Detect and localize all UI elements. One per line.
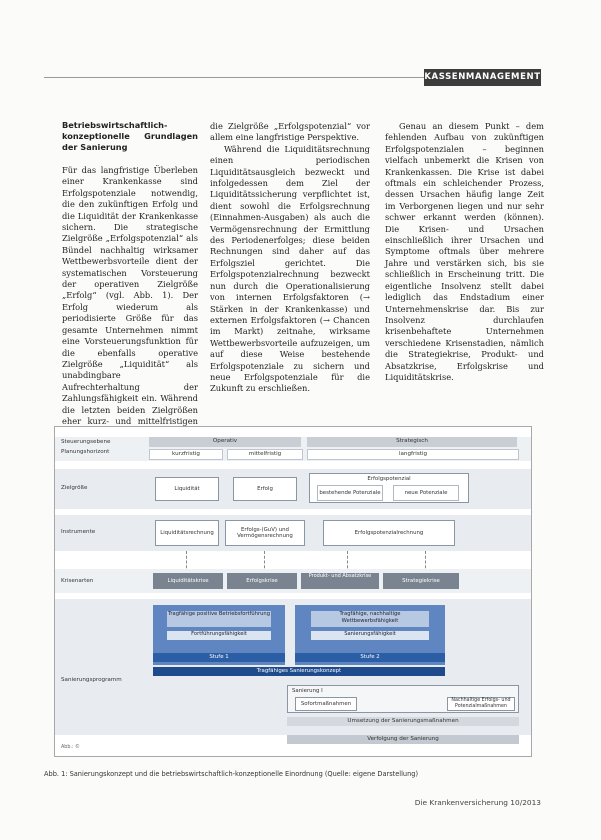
column-3 bbox=[385, 121, 544, 383]
ebene-operativ: Operativ bbox=[149, 437, 301, 447]
detail-nachhaltige-massnahmen: Nachhaltige Erfolgs- und Potenzialmaßnahmen bbox=[447, 697, 515, 711]
page-footer: Die Krankenversicherung 10/2013 bbox=[414, 798, 541, 807]
figure-source-mark: Abb.: © bbox=[61, 745, 80, 750]
horizont-mittel: mittelfristig bbox=[227, 449, 303, 460]
column-3-text: Genau an diesem Punkt – dem fehlenden Aufbau von zukünftigen Erfolgspotenzialen – beginnen vielfach unbemerkt die Krisen von Krankenkassen. Die Krise ist dabei oftmals ein schleichender Prozess, dessen Ursachen häufig lange Zeit im Verborgenen liegen und nur sehr schwer erkannt werden (können). Die Krisen- und Ursachen einschließlich ihrer Ursachen und Symptome oftmals über mehrere Jahre und verstärken sich, bis sie schließlich in Erscheinung tritt. Die eigentliche Insolvenz stellt dabei lediglich das Endstadium einer Unternehmenskrise dar. Bis zur Insolvenz durchlaufen krisenbehaftete Unternehmen verschiedene Krisenstadien, nämlich die Strategiekrise, Produkt- und Absatzkrise, Erfolgskrise und Liquiditätskrise. bbox=[385, 121, 544, 382]
label-zielgroesse: Zielgröße bbox=[61, 485, 88, 491]
column-2-text-a: die Zielgröße „Erfolgspotenzial“ vor allem eine langfristige Perspektive. bbox=[210, 121, 370, 143]
ebene-strategisch: Strategisch bbox=[307, 437, 517, 447]
horizont-kurz: kurzfristig bbox=[149, 449, 223, 460]
column-1-text: Für das langfristige Überleben einer Krankenkasse sind Erfolgspotenziale notwendig, die den zukünftigen Erfolg und die Liquidität der Krankenkasse sichern. Die strategische Zielgröße „Erfolgspotenzial“ als Bündel nachhaltig wirksamer Wettbewerbsvorteile dient der systematischen Vorsteuerung der operativen Zielgröße „Erfolg“ (vgl. Abb. 1). Der Erfolg wiederum als periodisierte Größe für das gesamte Unternehmen nimmt eine Vorsteuerungsfunktion für die ebenfalls operative Zielgröße „Liquidität“ als unabdingbare Aufrechterhaltung der Zahlungsfähigkeit ein. Während die letzten beiden Zielgrößen eher kurz- und mittelfristigen bbox=[62, 165, 198, 426]
instrument-erfolgsrechnung: Erfolgs-(GuV) und Vermögensrechnung bbox=[225, 520, 305, 546]
label-krisenarten: Krisenarten bbox=[61, 578, 94, 584]
horizont-lang: langfristig bbox=[307, 449, 519, 460]
column-2-text-b: Während die Liquiditätsrechnung einen periodischen Liquiditätsausgleich bezweckt und infolgedessen dem Ziel der Liquiditätssicherung verpflichtet ist, dient sowohl die Erfolgsrechnung (Einnahmen-Ausgaben) als auch die Vermögensrechnung der Ermittlung des Periodenerfolges; diese beiden Rechnungen sind daher auf das Erfolgsziel gerichtet. Die Erfolgspotenzialrechnung bezweckt nun durch die Operationalisierung von internen Erfolgsfaktoren (→ Stärken in der Krankenkasse) und externen Erfolgsfaktoren (→ Chancen im Markt) zeitnahe, wirksame Wettbewerbsvorteile aufzuzeigen, um auf diese Weise bestehende Erfolgspotenziale zu sichern und neue Erfolgspotenziale für die Zukunft zu erschließen. bbox=[210, 143, 370, 394]
sanierung-left-sub: Fortführungsfähigkeit bbox=[167, 631, 271, 640]
sanierung-right-sub: Sanierungsfähigkeit bbox=[311, 631, 429, 640]
krise-strategie: Strategiekrise bbox=[383, 573, 459, 589]
sanierung-detail: Sanierung I bbox=[287, 685, 519, 713]
ziel-neue-potenziale: neue Potenziale bbox=[393, 485, 459, 501]
krise-liquiditaet: Liquiditätskrise bbox=[153, 573, 223, 589]
page-header bbox=[0, 34, 601, 82]
stufe-1: Stufe 1 bbox=[153, 653, 285, 662]
sanierungskonzept-bar: Tragfähiges Sanierungskonzept bbox=[153, 667, 445, 676]
stufe-2: Stufe 2 bbox=[295, 653, 445, 662]
ziel-bestehende-potenziale: bestehende Potenziale bbox=[317, 485, 383, 501]
article-subheading: Betriebswirtschaftlich-konzeptionelle Grundlagen der Sanierung bbox=[62, 120, 198, 152]
label-sanierungsprogramm: Sanierungsprogramm bbox=[61, 677, 122, 683]
ziel-liquiditaet: Liquidität bbox=[155, 477, 219, 501]
label-planungshorizont: Planungshorizont bbox=[61, 449, 110, 455]
krise-erfolg: Erfolgskrise bbox=[227, 573, 297, 589]
label-steuerungsebene: Steuerungsebene bbox=[61, 439, 111, 445]
figure-caption: Abb. 1: Sanierungskonzept und die betriebswirtschaftlich-konzeptionelle Einordnung (Quelle: eigene Darstellung) bbox=[44, 770, 419, 778]
umsetzung-bar: Umsetzung der Sanierungsmaßnahmen bbox=[287, 717, 519, 726]
verfolgung-bar: Verfolgung der Sanierung bbox=[287, 735, 519, 744]
ziel-erfolgspotenzial: Erfolgspotenzial bbox=[309, 473, 469, 503]
column-2 bbox=[210, 121, 370, 395]
label-instrumente: Instrumente bbox=[61, 529, 96, 535]
sanierung-right-title: Tragfähige, nachhaltige Wettbewerbsfähigkeit bbox=[311, 611, 429, 627]
detail-sofortmassnahmen: Sofortmaßnahmen bbox=[295, 697, 357, 711]
ziel-erfolg: Erfolg bbox=[233, 477, 297, 501]
figure-diagram bbox=[54, 426, 532, 757]
column-1 bbox=[62, 120, 198, 439]
header-rule bbox=[44, 77, 424, 78]
instrument-erfolgspotenzialrechnung: Erfolgspotenzialrechnung bbox=[323, 520, 455, 546]
section-label: KASSENMANAGEMENT bbox=[424, 69, 541, 86]
sanierung-left-title: Tragfähige positive Betriebsfortführung bbox=[167, 611, 271, 627]
krise-produkt-absatz: Produkt- und Absatzkrise bbox=[301, 573, 379, 589]
instrument-liquiditaetsrechnung: Liquiditätsrechnung bbox=[155, 520, 219, 546]
